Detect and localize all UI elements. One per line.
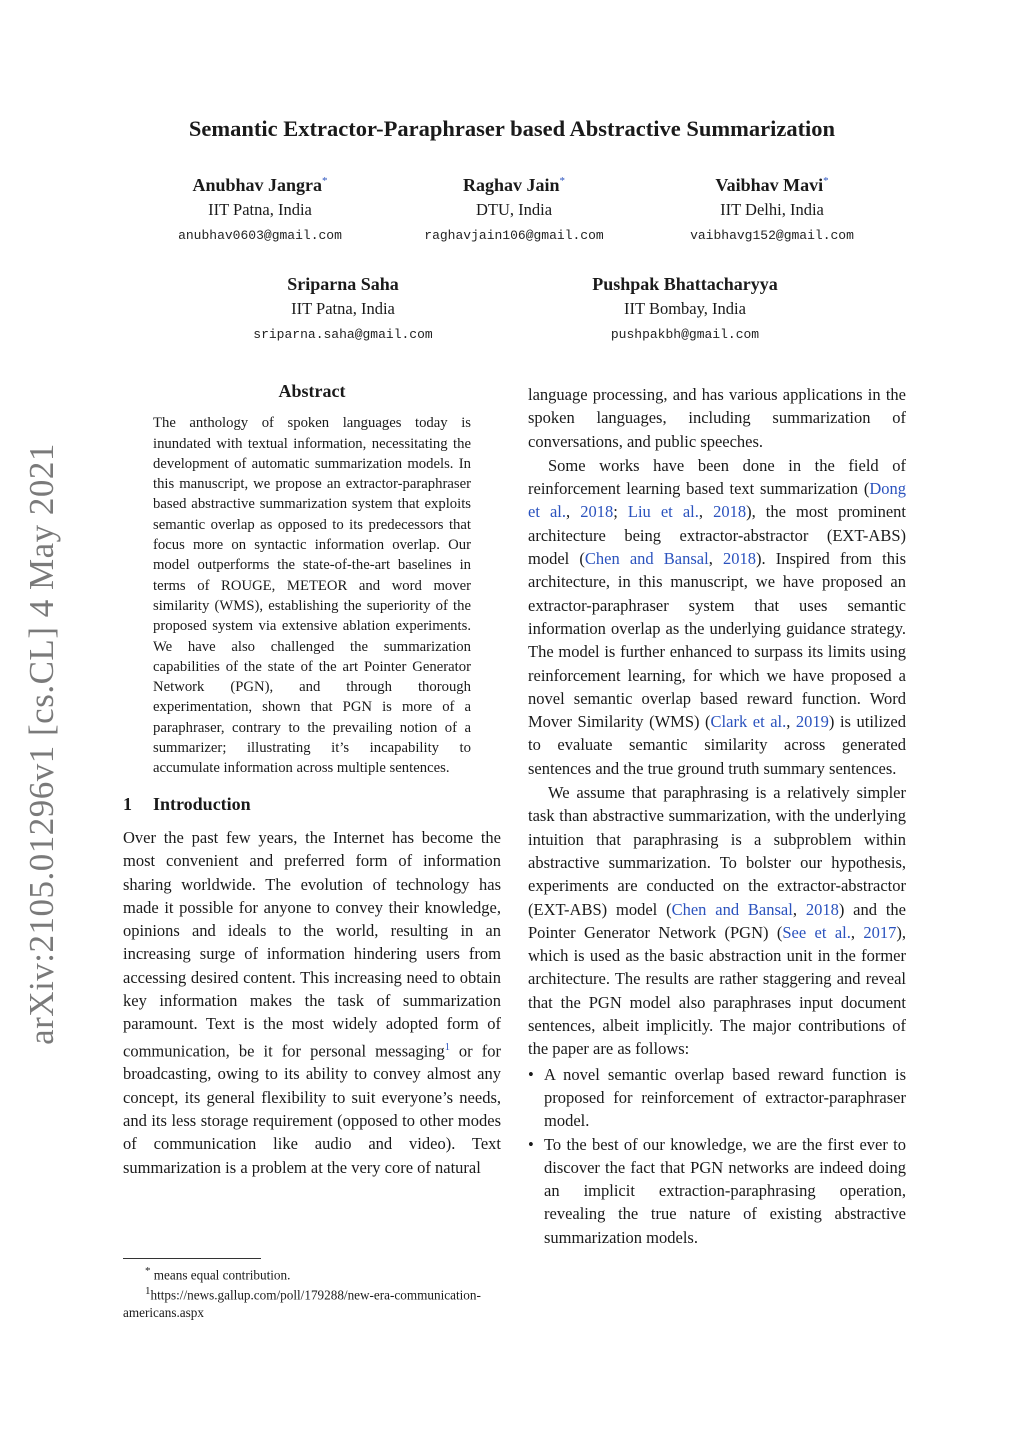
author-block xyxy=(364,168,664,250)
paragraph-text: , xyxy=(792,899,806,919)
author-affiliation: IIT Patna, India xyxy=(208,200,312,219)
author-name: Sriparna Saha xyxy=(287,274,399,294)
author-email[interactable]: sriparna.saha@gmail.com xyxy=(253,327,433,342)
contributions-list xyxy=(528,1063,906,1249)
author-block xyxy=(193,271,493,349)
intro-paragraph-continued: language processing, and has various applications in the spoken languages, including summarization of conversations, and public speeches. xyxy=(528,385,906,451)
paragraph-text: ), the most prominent architecture being extractor-abstractor (EXT-ABS) model ( xyxy=(528,502,906,569)
footnote-mark: 1 xyxy=(145,1285,151,1298)
footnote-equal-contribution xyxy=(123,1263,501,1283)
citation-link[interactable]: Dong et al. xyxy=(528,479,906,522)
arxiv-stamp: arXiv:2105.01296v1 [cs.CL] 4 May 2021 xyxy=(22,443,61,1045)
citation-link[interactable]: 2019 xyxy=(795,712,829,732)
contribution-item: • To the best of our knowledge, we are the first ever to discover the fact that PGN networks are indeed doing an implicit extraction-paraphrasing operation, revealing the true nature of existing abstractive summarization models. xyxy=(528,1133,906,1249)
left-column xyxy=(123,380,501,1179)
footnote-ref[interactable]: 1 xyxy=(444,1041,450,1053)
equal-contribution-mark: * xyxy=(559,175,566,187)
right-column xyxy=(528,383,906,1249)
footnote-url[interactable]: https://news.gallup.com/poll/179288/new-era-communication-americans.aspx xyxy=(123,1287,481,1320)
author-affiliation: IIT Bombay, India xyxy=(624,299,746,318)
contribution-item: • A novel semantic overlap based reward function is proposed for reinforcement of extractor-paraphraser model. xyxy=(528,1063,906,1133)
paragraph-text: We assume that paraphrasing is a relatively simpler task than abstractive summarization, with the underlying intuition that paraphrasing is a subproblem within abstractive summarization. To bolster our hypothesis, experiments are conducted on the extractor-abstractor (EXT-ABS) model ( xyxy=(528,783,906,919)
author-affiliation: DTU, India xyxy=(475,200,553,219)
section-title: Introduction xyxy=(153,793,251,814)
citation-link[interactable]: 2018 xyxy=(713,502,747,522)
equal-contribution-mark: * xyxy=(322,175,328,187)
author-email[interactable]: anubhav0603@gmail.com xyxy=(178,228,342,243)
paragraph-text: , xyxy=(566,502,581,522)
paragraph-text: or for broadcasting, owing to its ability to convey almost any concept, its general flexibility to suit everyone’s needs, and its less storage requirement (opposed to other modes of communication like audio and video). Text summarization is a problem at the very core of natural xyxy=(123,1041,501,1177)
paragraph-text: ; xyxy=(613,502,628,522)
intro-paragraph xyxy=(528,781,906,1061)
paragraph-text: ) and the Pointer Generator Network (PGN) ( xyxy=(528,899,907,942)
intro-paragraph xyxy=(528,454,906,780)
equal-contribution-mark: * xyxy=(823,175,829,187)
section-heading-introduction xyxy=(123,793,501,816)
citation-link[interactable]: 2018 xyxy=(805,899,839,919)
citation-link[interactable]: Liu et al. xyxy=(627,502,699,522)
author-affiliation: IIT Delhi, India xyxy=(720,200,824,219)
paper-title: Semantic Extractor-Paraphraser based Abstractive Summarization xyxy=(188,116,836,141)
paragraph-text: ). Inspired from this architecture, in this manuscript, we have proposed an extractor-paraphraser system that uses semantic information overlap as the underlying guidance strategy. The model is further enhanced to surpass its limits using reinforcement learning, for which we have proposed a novel semantic overlap based reward function. Word Mover Similarity (WMS) ( xyxy=(528,549,906,732)
footnote-1 xyxy=(123,1283,501,1320)
citation-link[interactable]: Clark et al. xyxy=(710,712,787,732)
citation-link[interactable]: Chen and Bansal xyxy=(671,899,793,919)
author-name: Anubhav Jangra xyxy=(192,175,323,195)
footnotes xyxy=(123,1258,501,1321)
author-email[interactable]: raghavjain106@gmail.com xyxy=(424,228,604,243)
author-name: Raghav Jain xyxy=(462,175,560,195)
section-number: 1 xyxy=(123,793,132,814)
footnote-text: means equal contribution. xyxy=(150,1267,291,1283)
author-email[interactable]: pushpakbh@gmail.com xyxy=(610,327,760,342)
paragraph-text: , xyxy=(698,502,714,522)
footnote-rule xyxy=(123,1258,261,1259)
citation-link[interactable]: Chen and Bansal xyxy=(584,549,709,569)
author-affiliation: IIT Patna, India xyxy=(291,299,395,318)
paragraph-text: , xyxy=(708,549,723,569)
author-name: Vaibhav Mavi xyxy=(715,175,824,195)
paragraph-text: Some works have been done in the field of reinforcement learning based text summarization ( xyxy=(528,455,906,499)
author-name: Pushpak Bhattacharyya xyxy=(592,274,778,294)
paragraph-text: , xyxy=(850,922,864,942)
footnote-mark: * xyxy=(145,1265,151,1277)
citation-link[interactable]: 2018 xyxy=(580,502,614,522)
author-block xyxy=(535,271,835,349)
paragraph-text: Over the past few years, the Internet has become the most convenient and preferred form of information sharing worldwide. The evolution of technology has made it possible for anyone to convey their knowledge, opinions and ideals to the world, resulting in an increasing surge of information hindering users from accessing desired content. This increasing need to obtain key information makes the task of summarization paramount. Text is the most widely adopted form of communication, be it for personal messaging xyxy=(123,827,501,1061)
author-block xyxy=(622,168,922,250)
intro-paragraph xyxy=(123,826,501,1179)
paragraph-text: ) is utilized to evaluate semantic similarity across generated sentences and the true ground truth summary sentences. xyxy=(528,712,906,778)
citation-link[interactable]: 2017 xyxy=(863,922,897,942)
citation-link[interactable]: 2018 xyxy=(722,549,756,569)
abstract-heading: Abstract xyxy=(278,381,346,401)
paragraph-text: ), which is used as the basic abstraction unit in the former architecture. The results are rather staggering and reveal that the PGN model also paraphrases input document sentences, albeit implicitly. The major contributions of the paper are as follows: xyxy=(528,922,906,1059)
abstract-text: The anthology of spoken languages today is inundated with textual information, necessitating the development of automatic summarization models. In this manuscript, we propose an extractor-paraphraser based abstractive summarization system that exploits semantic overlap as opposed to its predecessors that focus more on syntactic information overlap. Our model outperforms the state-of-the-art baselines in terms of ROUGE, METEOR and word mover similarity (WMS), establishing the superiority of the proposed system via extensive ablation experiments. We have also challenged the summarization capabilities of the state of the art Pointer Generator Network (PGN), and through thorough experimentation, shown that PGN is more of a paraphraser, contrary to the prevailing notion of a summarizer; illustrating it’s incapability to accumulate information across multiple sentences. xyxy=(153,415,471,777)
citation-link[interactable]: See et al. xyxy=(782,922,851,942)
paragraph-text: , xyxy=(786,712,796,732)
author-email[interactable]: vaibhavg152@gmail.com xyxy=(690,228,854,243)
